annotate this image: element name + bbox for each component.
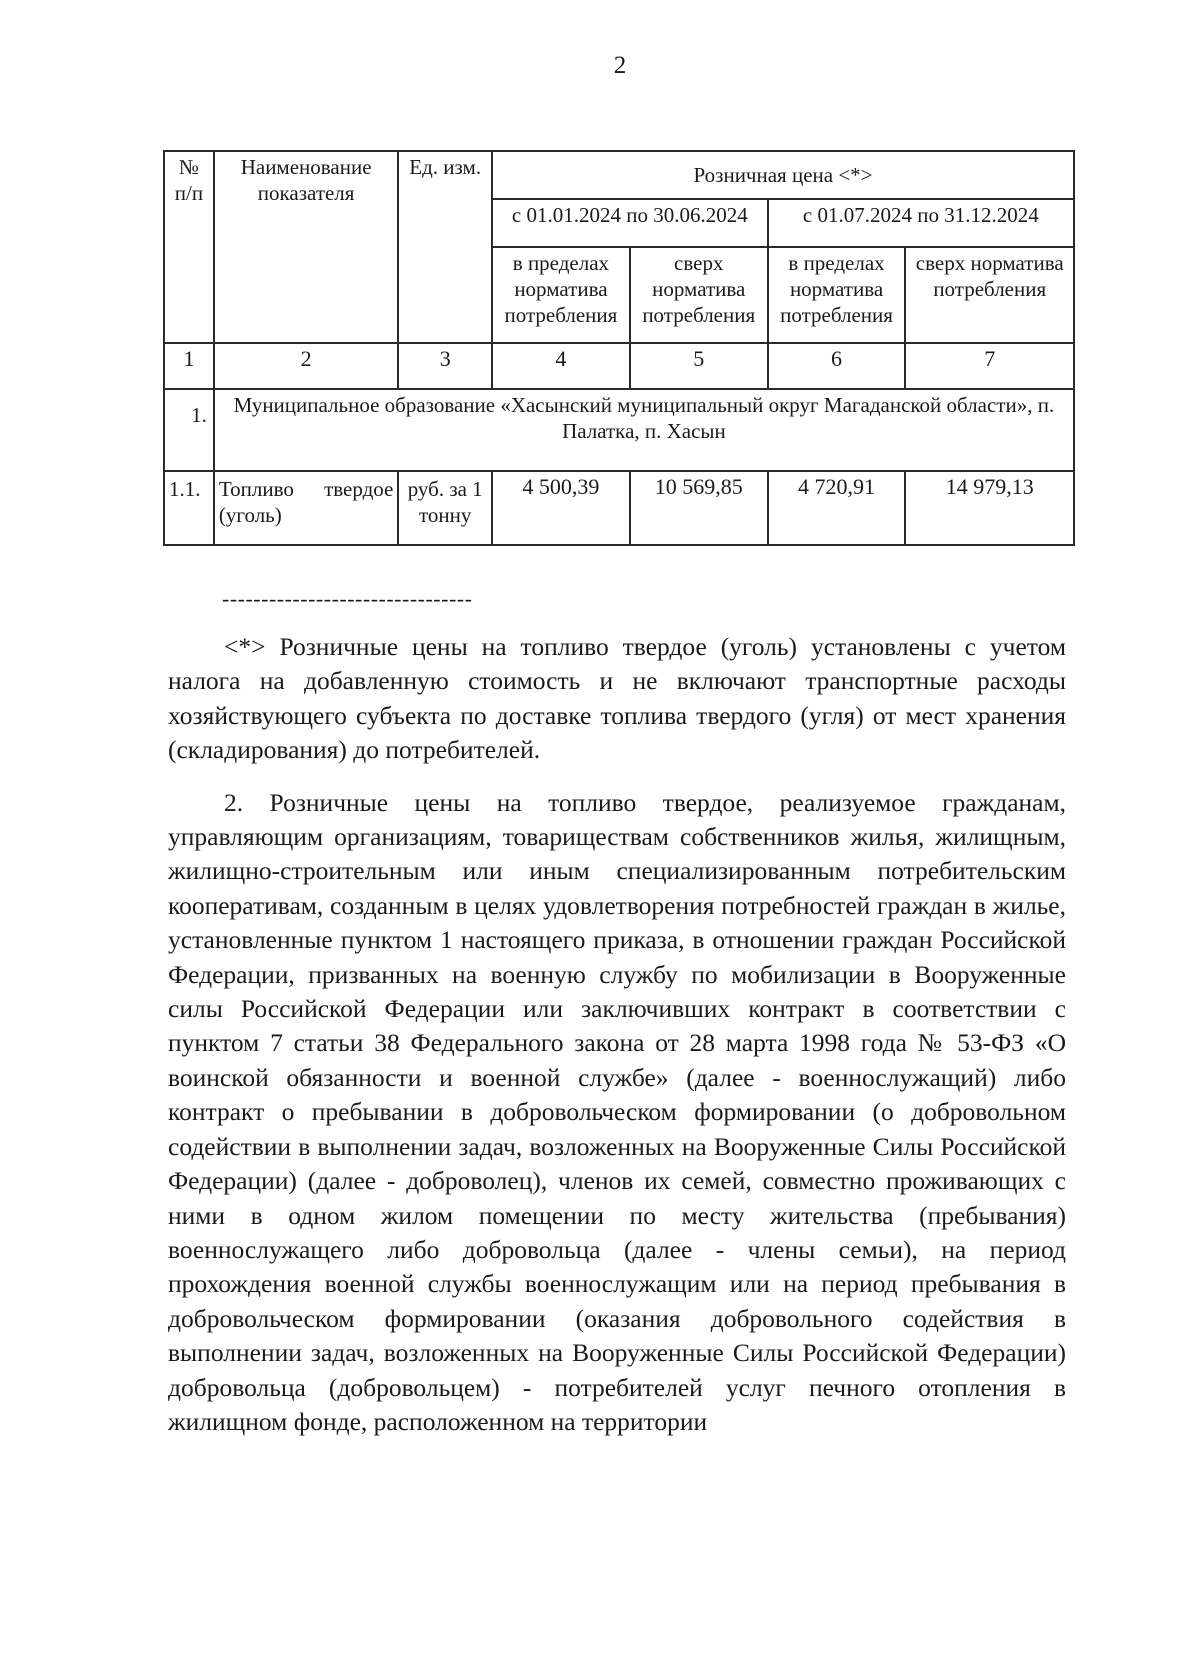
row-unit: руб. за 1 тонну bbox=[398, 471, 492, 545]
paragraph-2: 2. Розничные цены на топливо твердое, реализуемое гражданам, управляющим организациям, товариществам собственников жилья, жилищным, жилищно-строительным или иным специализированным потребительским кооперативам, созданным в целях удовлетворения потребностей граждан в жилье, установленные пунктом 1 настоящего приказа, в отношении граждан Российской Федерации, призванных на военную службу по мобилизации в Вооруженные силы Российской Федерации или заключивших контракт в соответствии с пунктом 7 статьи 38 Федерального закона от 28 марта 1998 года № 53-ФЗ «О воинской обязанности и военной службе» (далее - военнослужащий) либо контракт о пребывании в добровольческом формировании (о добровольном содействии в выполнении задач, возложенных на Вооруженные Силы Российской Федерации) (далее - доброволец), членов их семей, совместно проживающих с ними в одном жилом помещении по месту жительства (пребывания) военнослужащего либо добровольца (далее - члены семьи), на период прохождения военной службы военнослужащим или на период пребывания в добровольческом формировании (оказания добровольного содействия в выполнении задач, возложенных на Вооруженные Силы Российской Федерации) добровольца (добровольцем) - потребителей услуг печного отопления в жилищном фонде, расположенном на территории bbox=[168, 787, 1066, 1436]
column-number: 7 bbox=[905, 343, 1074, 389]
header-unit: Ед. изм. bbox=[398, 151, 492, 343]
column-number: 4 bbox=[492, 343, 630, 389]
header-row-1 bbox=[164, 151, 1074, 199]
price-p1-within: 4 500,39 bbox=[492, 471, 630, 545]
footnote-separator: -------------------------------- bbox=[222, 586, 473, 611]
header-period-2: с 01.07.2024 по 31.12.2024 bbox=[768, 199, 1074, 247]
row-number: 1.1. bbox=[164, 471, 214, 545]
row-name: Топливо твердое (уголь) bbox=[214, 471, 398, 545]
section-row bbox=[164, 389, 1074, 471]
header-period-1: с 01.01.2024 по 30.06.2024 bbox=[492, 199, 768, 247]
header-p1-above: сверх норматива потребления bbox=[630, 247, 768, 343]
column-number: 5 bbox=[630, 343, 768, 389]
page-number: 2 bbox=[613, 52, 627, 79]
price-p2-within: 4 720,91 bbox=[768, 471, 906, 545]
table-row bbox=[164, 471, 1074, 545]
header-retail-price: Розничная цена <*> bbox=[492, 151, 1074, 199]
header-p1-within: в пределах норматива потребления bbox=[492, 247, 630, 343]
header-p2-within: в пределах норматива потребления bbox=[768, 247, 906, 343]
column-number: 3 bbox=[398, 343, 492, 389]
section-title: Муниципальное образование «Хасынский муниципальный округ Магаданской области», п. Палатка, п. Хасын bbox=[214, 389, 1074, 471]
column-number: 2 bbox=[214, 343, 398, 389]
header-name: Наименование показателя bbox=[214, 151, 398, 343]
body-text bbox=[168, 630, 1066, 1439]
column-number: 6 bbox=[768, 343, 906, 389]
header-num: № п/п bbox=[164, 151, 214, 343]
footnote-paragraph: <*> Розничные цены на топливо твердое (уголь) установлены с учетом налога на добавленную стоимость и не включают транспортные расходы хозяйствующего субъекта по доставке топлива твердого (угля) от мест хранения (складирования) до потребителей. bbox=[168, 632, 1066, 765]
price-p2-above: 14 979,13 bbox=[905, 471, 1074, 545]
retail-price-table bbox=[163, 150, 1075, 546]
price-p1-above: 10 569,85 bbox=[630, 471, 768, 545]
header-p2-above: сверх норматива потребления bbox=[905, 247, 1074, 343]
section-number: 1. bbox=[164, 389, 214, 471]
column-number-row bbox=[164, 343, 1074, 389]
column-number: 1 bbox=[164, 343, 214, 389]
